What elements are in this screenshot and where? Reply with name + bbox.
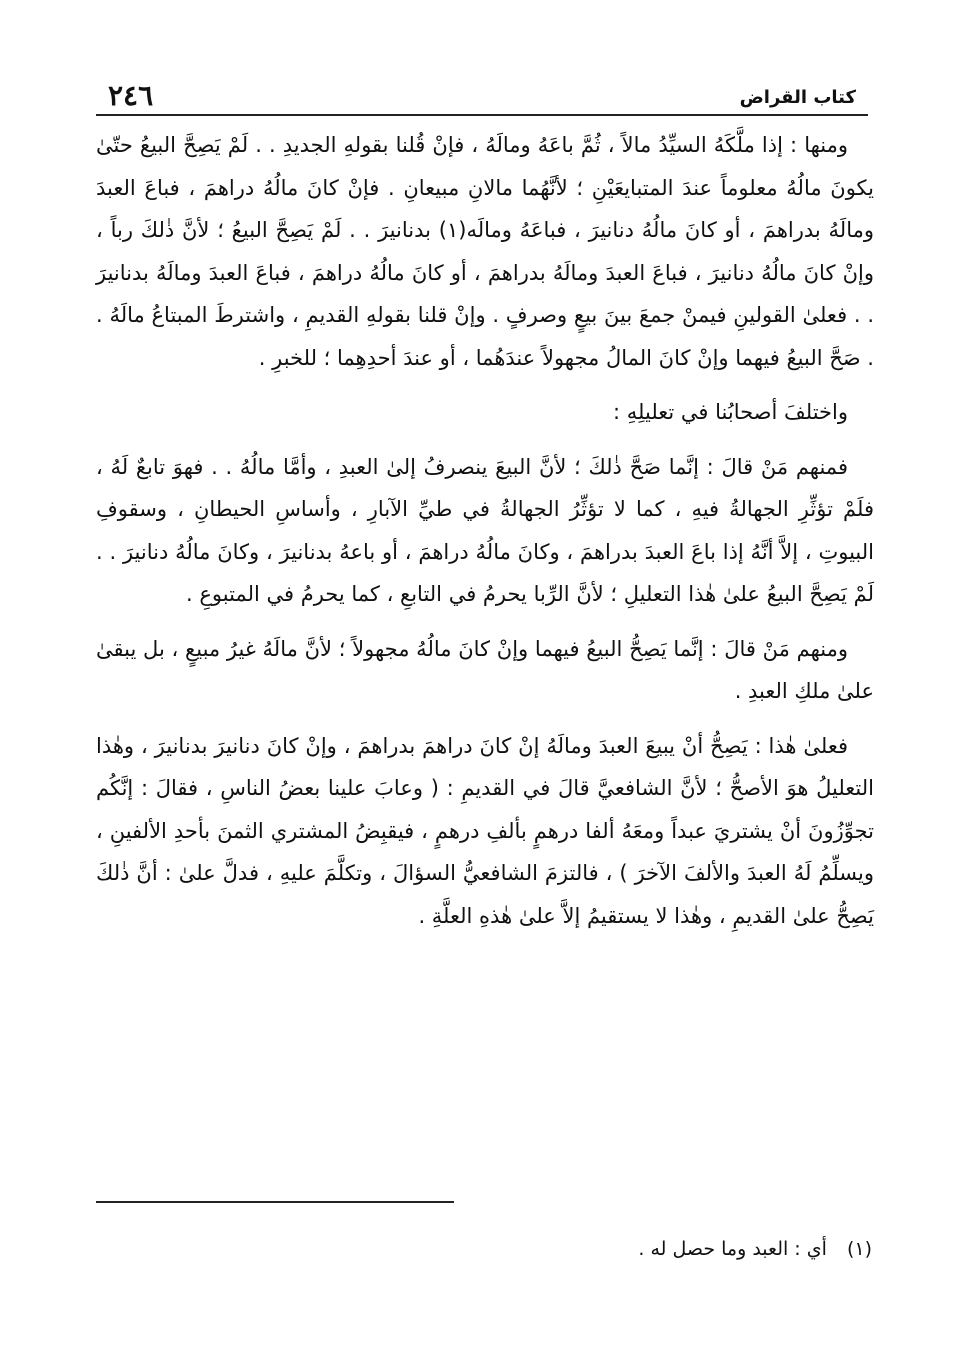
paragraph-4: ومنهم مَنْ قالَ : إنَّما يَصِحُّ البيعُ فيهما وإنْ كانَ مالُهُ مجهولاً ؛ لأنَّ مالَهُ غيرُ مبيعٍ ، بل يبقىٰ علىٰ ملكِ العبدِ . bbox=[96, 636, 874, 703]
footnote-number: (١) bbox=[846, 1238, 872, 1260]
paragraph-2: واختلفَ أصحابُنا في تعليلِهِ : bbox=[613, 400, 848, 424]
book-title: كتاب القراض bbox=[739, 87, 856, 108]
paragraph-3: فمنهم مَنْ قالَ : إنَّما صَحَّ ذٰلكَ ؛ لأنَّ البيعَ ينصرفُ إلىٰ العبدِ ، وأمَّا مالُهُ . . فهوَ تابعٌ لَهُ ، فلَمْ تؤثِّرِ الجهالةُ فيهِ ، كما لا تؤثِّرُ الجهالةُ في طيِّ الآبارِ ، وأساسِ الحيطانِ ، وسقوفِ البيوتِ ، إلاَّ أنَّهُ إذا باعَ العبدَ بدراهمَ ، وكانَ مالُهُ دراهمَ ، أو باعهُ بدنانيرَ ، وكانَ مالُهُ دنانيرَ . . لَمْ يَصِحَّ البيعُ علىٰ هٰذا التعليلِ ؛ لأنَّ الرِّبا يحرمُ في التابعِ ، كما يحرمُ في المتبوعِ . bbox=[96, 454, 874, 606]
page-number: ٢٤٦ bbox=[108, 79, 154, 112]
page-header bbox=[96, 80, 868, 116]
footnote-text: أي : العبد وما حصل له . bbox=[638, 1238, 827, 1260]
paragraph-5: فعلىٰ هٰذا : يَصِحُّ أنْ يبيعَ العبدَ ومالَهُ إنْ كانَ دراهمَ بدراهمَ ، وإنْ كانَ دنانيرَ بدنانيرَ ، وهٰذا التعليلُ هوَ الأصحُّ ؛ لأنَّ الشافعيَّ قالَ في القديمِ : ( وعابَ علينا بعضُ الناسِ ، فقالَ : إنَّكُم تجوِّزُونَ أنْ يشتريَ عبداً ومعَهُ ألفا درهمٍ بألفِ درهمٍ ، فيقبِضُ المشتري الثمنَ بأحدِ الألفينِ ، ويسلِّمُ لَهُ العبدَ والألفَ الآخرَ ) ، فالتزمَ الشافعيُّ السؤالَ ، وتكلَّمَ عليهِ ، فدلَّ علىٰ : أنَّ ذٰلكَ يَصِحُّ علىٰ القديمِ ، وهٰذا لا يستقيمُ إلاَّ علىٰ هٰذهِ العلَّةِ . bbox=[96, 733, 874, 928]
main-text bbox=[96, 124, 874, 937]
paragraph-1: ومنها : إذا ملَّكَهُ السيِّدُ مالاً ، ثُمَّ باعَهُ ومالَهُ ، فإنْ قُلنا بقولهِ الجديدِ . . لَمْ يَصِحَّ البيعُ حتّىٰ يكونَ مالُهُ معلوماً عندَ المتبايعَيْنِ ؛ لأنَّهُما مالانِ مبيعانِ . فإنْ كانَ مالُهُ دراهمَ ، فباعَ العبدَ ومالَهُ بدراهمَ ، أو كانَ مالُهُ دنانيرَ ، فباعَهُ ومالَه(١) بدنانيرَ . . لَمْ يَصِحَّ البيعُ ؛ لأنَّ ذٰلكَ رباً ، وإنْ كانَ مالُهُ دنانيرَ ، فباعَ العبدَ ومالَهُ بدراهمَ ، أو كانَ مالُهُ دراهمَ ، فباعَ العبدَ ومالَهُ بدنانيرَ . . فعلىٰ القولينِ فيمنْ جمعَ بينَ بيعٍ وصرفٍ . وإنْ قلنا بقولهِ القديمِ ، واشترطَ المبتاعُ مالَهُ . . صَحَّ البيعُ فيهما وإنْ كانَ المالُ مجهولاً عندَهُما ، أو عندَ أحدِهِما ؛ للخبرِ . bbox=[96, 133, 874, 370]
footnote bbox=[96, 1234, 872, 1264]
footnote-separator bbox=[96, 1201, 454, 1203]
